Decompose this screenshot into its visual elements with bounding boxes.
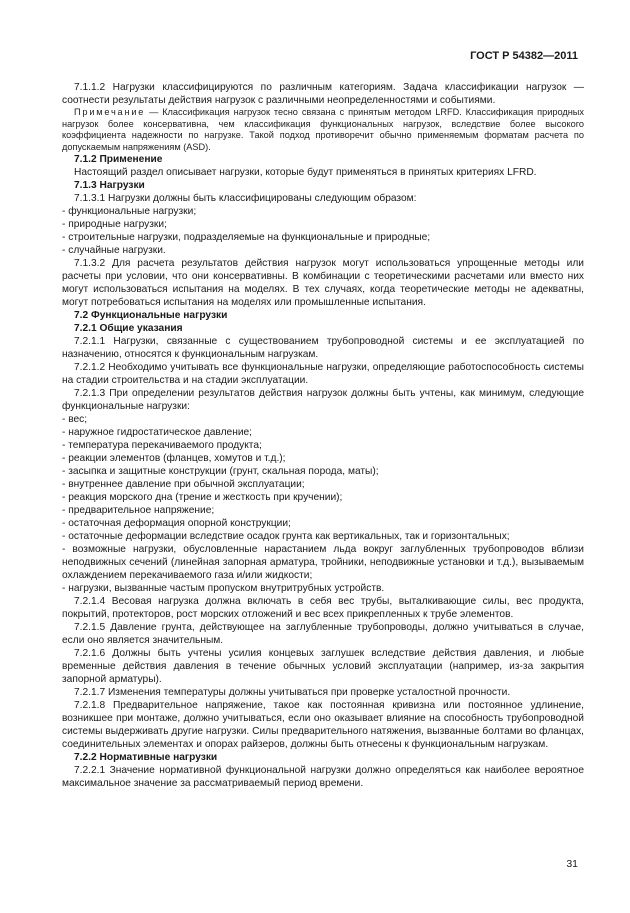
list-item: - предварительное напряжение; bbox=[62, 505, 215, 517]
list-item: - реакции элементов (фланцев, хомутов и т.д.); bbox=[62, 453, 286, 465]
paragraph-7-2-1-5: 7.2.1.5 Давление грунта, действующее на заглубленные трубопроводы, должно учитываться в случае, если оно является значительным. bbox=[62, 622, 584, 647]
paragraph-7-1-3-2: 7.1.3.2 Для расчета результатов действия нагрузок могут использоваться упрощенные методы или расчеты при условии, что они консервативны. В комбинации с теоретическими расчетами или вместо них могут использоваться испытания на моделях. В тех случаях, когда теоретические методы не адекватны, могут потребоваться испытания на моделях или промышленные испытания. bbox=[62, 258, 584, 309]
heading-7-2-2: 7.2.2 Нормативные нагрузки bbox=[74, 752, 218, 764]
paragraph-7-2-1-4: 7.2.1.4 Весовая нагрузка должна включать в себя вес трубы, выталкивающие силы, вес продукта, покрытий, протекторов, рост морских отложений и вес всех прикрепленных к трубе элементов. bbox=[62, 596, 584, 621]
paragraph-7-1-3-1: 7.1.3.1 Нагрузки должны быть классифицированы следующим образом: bbox=[74, 193, 417, 205]
list-item: - возможные нагрузки, обусловленные нарастанием льда вокруг заглубленных трубопроводов вблизи неподвижных сечений (линейная запорная арматура, тройники, неподвижные установки и т.д.), вызываемым охлаждением перекачиваемого газа и/или жидкости; bbox=[62, 544, 584, 582]
paragraph-7-2-1-1: 7.2.1.1 Нагрузки, связанные с существованием трубопроводной системы и ее эксплуатацией по назначению, относятся к функциональным нагрузкам. bbox=[62, 336, 584, 361]
paragraph-7-2-2-1: 7.2.2.1 Значение нормативной функциональной нагрузки должно определяться как наиболее вероятное максимальное значение за рассматриваемый период времени. bbox=[62, 765, 584, 790]
paragraph-7-2-1-6: 7.2.1.6 Должны быть учтены усилия концевых заглушек вследствие действия давления, и любые временные действия давления в течение обычных условий эксплуатации (например, из-за закрытия запорной арматуры). bbox=[62, 648, 584, 686]
heading-7-1-3: 7.1.3 Нагрузки bbox=[74, 180, 145, 192]
list-item: - природные нагрузки; bbox=[62, 219, 167, 231]
list-item: - вес; bbox=[62, 414, 88, 426]
paragraph-7-2-1-8: 7.2.1.8 Предварительное напряжение, такое как постоянная кривизна или постоянное удлинение, возникшее при монтаже, должно учитываться, если оно оказывает влияние на способность трубопроводной системы выдерживать другие нагрузки. Силы предварительного натяжения, вызванные болтами во фланцах, соединительных элементах и опорах райзеров, должны быть отнесены к функциональным нагрузкам. bbox=[62, 700, 584, 751]
list-item: - функциональные нагрузки; bbox=[62, 206, 197, 218]
note-text: — Классификация нагрузок тесно связана с принятым методом LRFD. Классификация природных нагрузок более консервативна, чем классификация функциональных нагрузок, вследствие более высокого коэффициента надежности по нагрузке. Такой подход противоречит обычно применяемым форматам расчета по допускаемым напряжениям (ASD). bbox=[62, 107, 584, 152]
list-item: - остаточные деформации вследствие осадок грунта как вертикальных, так и горизонтальных; bbox=[62, 531, 510, 543]
page-number: 31 bbox=[566, 858, 578, 870]
note-paragraph bbox=[62, 107, 584, 153]
list-item: - температура перекачиваемого продукта; bbox=[62, 440, 262, 452]
paragraph-7-2-1-3: 7.2.1.3 При определении результатов действия нагрузок должны быть учтены, как минимум, следующие функциональные нагрузки: bbox=[62, 388, 584, 413]
paragraph-7-1-2: Настоящий раздел описывает нагрузки, которые будут применяться в принятых критериях LFRD. bbox=[74, 167, 537, 179]
heading-7-1-2: 7.1.2 Применение bbox=[74, 154, 163, 166]
note-label: Примечание bbox=[74, 107, 146, 117]
list-item: - внутреннее давление при обычной эксплуатации; bbox=[62, 479, 305, 491]
list-item: - наружное гидростатическое давление; bbox=[62, 427, 253, 439]
paragraph-7-2-1-2: 7.2.1.2 Необходимо учитывать все функциональные нагрузки, определяющие работоспособность системы на стадии строительства и на стадии эксплуатации. bbox=[62, 362, 584, 387]
list-item: - остаточная деформация опорной конструкции; bbox=[62, 518, 291, 530]
document-code-header: ГОСТ Р 54382—2011 bbox=[470, 50, 578, 62]
paragraph-7-1-1-2: 7.1.1.2 Нагрузки классифицируются по различным категориям. Задача классификации нагрузок — соотнести результаты действия нагрузок с различными неопределенностями и событиями. bbox=[62, 82, 584, 106]
paragraph-7-2-1-7: 7.2.1.7 Изменения температуры должны учитываться при проверке усталостной прочности. bbox=[74, 687, 511, 699]
heading-7-2-1: 7.2.1 Общие указания bbox=[74, 323, 183, 335]
document-body bbox=[62, 81, 584, 790]
list-item: - случайные нагрузки. bbox=[62, 245, 166, 257]
list-item: - засыпка и защитные конструкции (грунт, скальная порода, маты); bbox=[62, 466, 379, 478]
heading-7-2: 7.2 Функциональные нагрузки bbox=[74, 310, 228, 322]
list-item: - реакция морского дна (трение и жесткость при кручении); bbox=[62, 492, 343, 504]
list-item: - нагрузки, вызванные частым пропуском внутритрубных устройств. bbox=[62, 583, 385, 595]
list-item: - строительные нагрузки, подразделяемые на функциональные и природные; bbox=[62, 232, 431, 244]
